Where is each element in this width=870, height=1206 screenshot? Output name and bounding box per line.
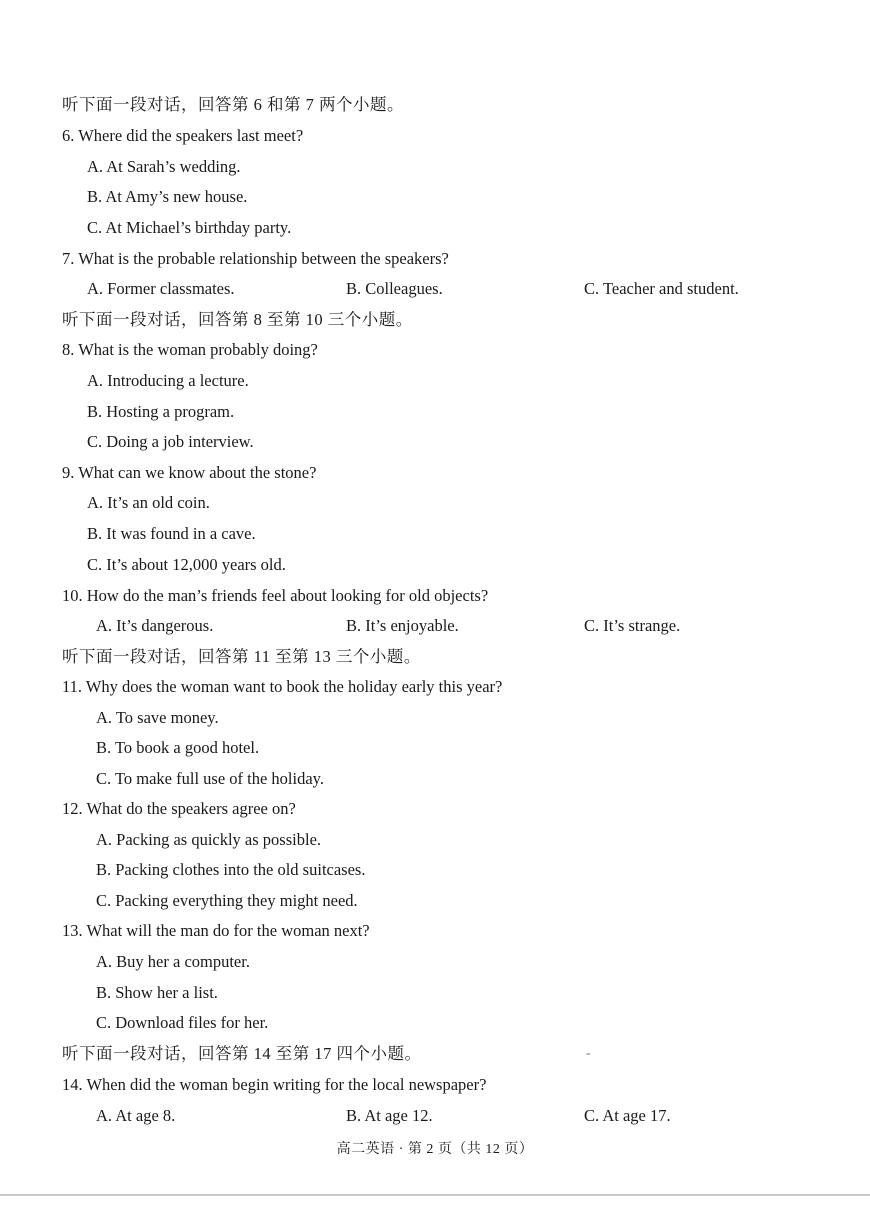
option-a: A. Former classmates. (87, 279, 235, 298)
question-stem: 8. What is the woman probably doing? (62, 340, 318, 359)
option-row (0, 767, 870, 791)
question-stem: 9. What can we know about the stone? (62, 463, 317, 482)
option-row (0, 155, 870, 179)
question-11 (0, 675, 870, 699)
option-row (0, 400, 870, 424)
option-c: C. It’s about 12,000 years old. (87, 555, 286, 574)
option-row (0, 491, 870, 515)
option-row (0, 185, 870, 209)
option-c: C. Download files for her. (96, 1013, 269, 1032)
option-row (0, 981, 870, 1005)
option-row (0, 889, 870, 913)
page-footer: 高二英语 · 第 2 页（共 12 页） (336, 1142, 534, 1157)
option-a: A. It’s an old coin. (87, 493, 210, 512)
option-a: A. Packing as quickly as possible. (96, 830, 322, 849)
option-a: A. It’s dangerous. (96, 616, 214, 635)
option-row (0, 369, 870, 393)
option-row (0, 614, 870, 638)
question-10 (0, 584, 870, 608)
question-8 (0, 338, 870, 362)
question-stem: 13. What will the man do for the woman next? (62, 921, 370, 940)
option-row (0, 216, 870, 240)
question-7 (0, 247, 870, 271)
option-b: B. It’s enjoyable. (346, 616, 459, 635)
option-c: C. Teacher and student. (584, 279, 739, 298)
question-6 (0, 124, 870, 148)
section-heading: 听下面一段对话，回答第 6 和第 7 两个小题。 (62, 95, 404, 114)
question-14 (0, 1073, 870, 1097)
option-row (0, 1011, 870, 1035)
option-c: C. To make full use of the holiday. (96, 769, 324, 788)
option-row (0, 277, 870, 301)
option-row (0, 430, 870, 454)
option-row (0, 950, 870, 974)
option-b: B. Colleagues. (346, 279, 443, 298)
option-a: A. At Sarah’s wedding. (87, 157, 241, 176)
section-heading: 听下面一段对话，回答第 14 至第 17 四个小题。 (62, 1044, 422, 1063)
question-9 (0, 461, 870, 485)
option-b: B. To book a good hotel. (96, 738, 260, 757)
question-12 (0, 797, 870, 821)
question-13 (0, 919, 870, 943)
option-row (0, 1104, 870, 1128)
option-row (0, 522, 870, 546)
option-c: C. It’s strange. (584, 616, 681, 635)
option-a: A. To save money. (96, 708, 219, 727)
stray-mark: - (586, 1046, 591, 1061)
scan-edge-divider (0, 1194, 870, 1196)
option-b: B. Show her a list. (96, 983, 218, 1002)
option-a: A. Buy her a computer. (96, 952, 250, 971)
option-b: B. At Amy’s new house. (87, 187, 248, 206)
option-row (0, 858, 870, 882)
option-b: B. Packing clothes into the old suitcases. (96, 860, 366, 879)
option-a: A. Introducing a lecture. (87, 371, 249, 390)
option-c: C. Doing a job interview. (87, 432, 254, 451)
option-b: B. At age 12. (346, 1106, 433, 1125)
question-stem: 10. How do the man’s friends feel about looking for old objects? (62, 586, 489, 605)
option-row (0, 828, 870, 852)
question-stem: 11. Why does the woman want to book the holiday early this year? (62, 677, 503, 696)
section-heading: 听下面一段对话，回答第 11 至第 13 三个小题。 (62, 647, 421, 666)
question-stem: 14. When did the woman begin writing for the local newspaper? (62, 1075, 487, 1094)
option-row (0, 553, 870, 577)
option-row (0, 706, 870, 730)
option-a: A. At age 8. (96, 1106, 176, 1125)
option-b: B. Hosting a program. (87, 402, 235, 421)
option-c: C. At Michael’s birthday party. (87, 218, 292, 237)
option-row (0, 736, 870, 760)
question-stem: 7. What is the probable relationship between the speakers? (62, 249, 449, 268)
option-b: B. It was found in a cave. (87, 524, 256, 543)
question-stem: 12. What do the speakers agree on? (62, 799, 296, 818)
question-stem: 6. Where did the speakers last meet? (62, 126, 304, 145)
option-c: C. At age 17. (584, 1106, 671, 1125)
section-heading: 听下面一段对话，回答第 8 至第 10 三个小题。 (62, 310, 413, 329)
option-c: C. Packing everything they might need. (96, 891, 358, 910)
